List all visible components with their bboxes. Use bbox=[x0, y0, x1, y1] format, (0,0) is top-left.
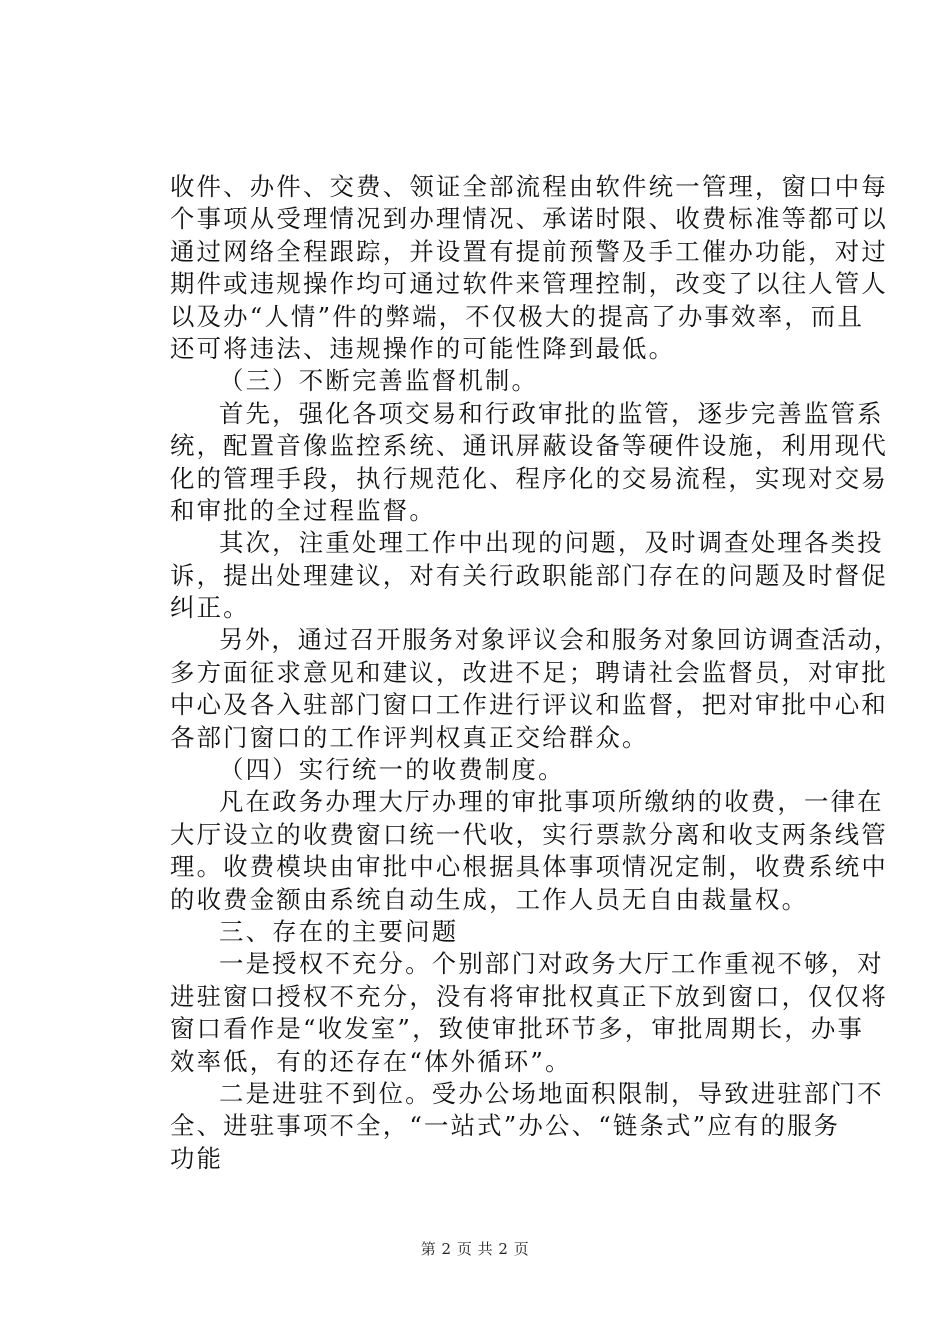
text-line: 效率低，有的还存在“体外循环”。 bbox=[170, 1046, 572, 1076]
text-line: 中心及各入驻部门窗口工作进行评议和监督，把对审批中心和 bbox=[170, 690, 888, 720]
text-line: （四）实行统一的收费制度。 bbox=[219, 755, 565, 785]
text-line: 期件或违规操作均可通过软件来管理控制，改变了以往人管人 bbox=[170, 269, 888, 299]
text-line: 理。收费模块由审批中心根据具体事项情况定制，收费系统中 bbox=[170, 852, 888, 882]
text-line: 全、进驻事项不全，“一站式”办公、“链条式”应有的服务 bbox=[170, 1111, 841, 1141]
text-line: 的收费金额由系统自动生成，工作人员无自由裁量权。 bbox=[170, 884, 809, 914]
text-line: 首先，强化各项交易和行政审批的监管，逐步完善监管系 bbox=[219, 398, 884, 428]
text-line: 凡在政务办理大厅办理的审批事项所缴纳的收费，一律在 bbox=[219, 787, 884, 817]
text-line: 窗口看作是“收发室”，致使审批环节多，审批周期长，办事 bbox=[170, 1014, 865, 1044]
document-body bbox=[170, 171, 900, 1175]
text-line: 大厅设立的收费窗口统一代收，实行票款分离和收支两条线管 bbox=[170, 819, 888, 849]
text-line: 另外，通过召开服务对象评议会和服务对象回访调查活动， bbox=[219, 625, 900, 655]
text-line: 多方面征求意见和建议，改进不足；聘请社会监督员，对审批 bbox=[170, 657, 888, 687]
text-line: 和审批的全过程监督。 bbox=[170, 495, 436, 525]
text-line: 还可将违法、违规操作的可能性降到最低。 bbox=[170, 333, 676, 363]
text-line: 三、存在的主要问题 bbox=[219, 916, 459, 946]
text-line: 纠正。 bbox=[170, 593, 250, 623]
text-line: （三）不断完善监督机制。 bbox=[219, 366, 539, 396]
text-line: 统，配置音像监控系统、通讯屏蔽设备等硬件设施，利用现代 bbox=[170, 431, 888, 461]
text-line: 功能 bbox=[170, 1143, 224, 1173]
text-line: 诉，提出处理建议，对有关行政职能部门存在的问题及时督促 bbox=[170, 560, 888, 590]
text-line: 其次，注重处理工作中出现的问题，及时调查处理各类投 bbox=[219, 528, 884, 558]
text-line: 个事项从受理情况到办理情况、承诺时限、收费标准等都可以 bbox=[170, 204, 888, 234]
text-line: 通过网络全程跟踪，并设置有提前预警及手工催办功能，对过 bbox=[170, 236, 888, 266]
text-line: 以及办“人情”件的弊端，不仅极大的提高了办事效率，而且 bbox=[170, 301, 865, 331]
text-line: 进驻窗口授权不充分，没有将审批权真正下放到窗口，仅仅将 bbox=[170, 981, 888, 1011]
text-line: 各部门窗口的工作评判权真正交给群众。 bbox=[170, 722, 649, 752]
text-line: 收件、办件、交费、领证全部流程由软件统一管理，窗口中每 bbox=[170, 172, 888, 201]
text-line: 化的管理手段，执行规范化、程序化的交易流程，实现对交易 bbox=[170, 463, 888, 493]
page-footer: 第 2 页 共 2 页 bbox=[420, 1240, 530, 1258]
text-line: 一是授权不充分。个别部门对政务大厅工作重视不够，对 bbox=[219, 949, 884, 979]
text-line: 二是进驻不到位。受办公场地面积限制，导致进驻部门不 bbox=[219, 1078, 884, 1108]
